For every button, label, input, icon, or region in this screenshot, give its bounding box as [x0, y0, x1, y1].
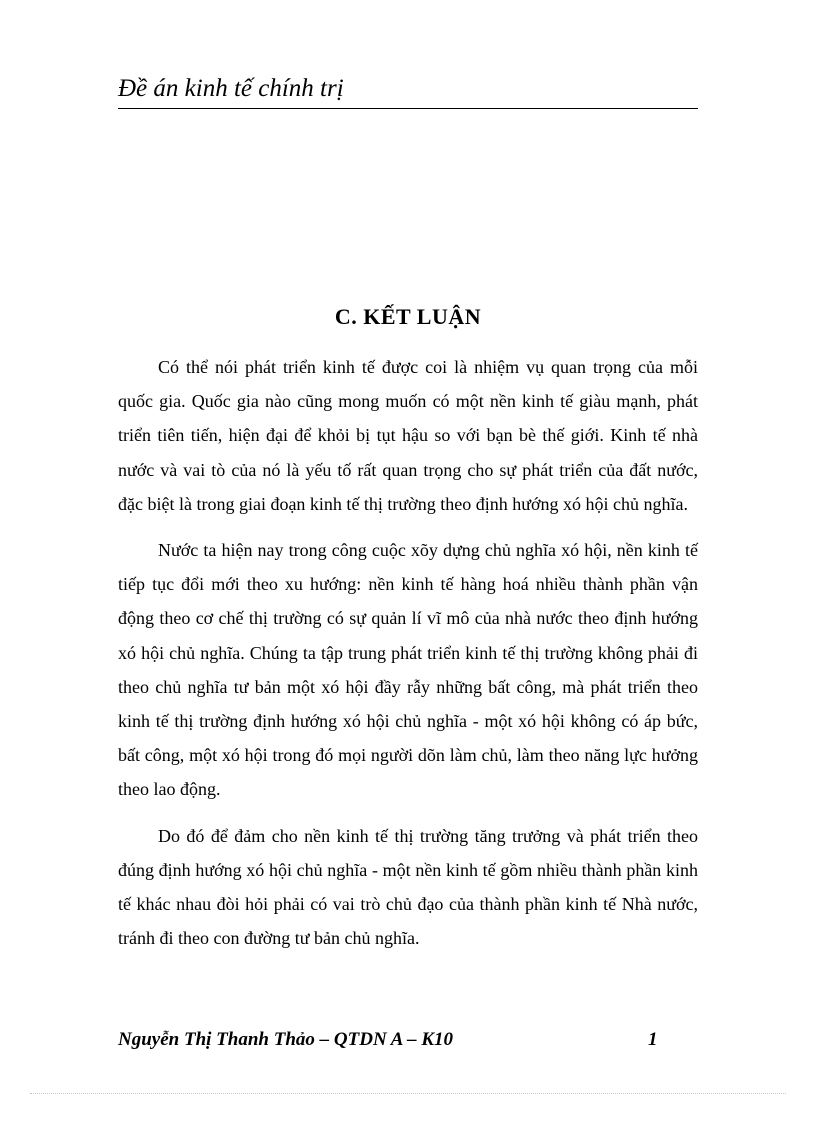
footer-author: Nguyễn Thị Thanh Thảo – QTDN A – K10 [118, 1029, 454, 1050]
page-number: 1 [648, 1029, 658, 1050]
paragraph-2: Nước ta hiện nay trong công cuộc xõy dựng chủ nghĩa xó hội, nền kinh tế tiếp tục đổi mới theo xu hướng: nền kinh tế hàng hoá nhiều thành phần vận động theo cơ chế thị trường có sự quản lí vĩ mô của nhà nước theo định hướng xó hội chủ nghĩa. Chúng ta tập trung phát triển kinh tế thị trường không phải đi theo chủ nghĩa tư bản một xó hội đầy rẫy những bất công, mà phát triển theo kinh tế thị trường định hướng xó hội chủ nghĩa - một xó hội không có áp bức, bất công, một xó hội trong đó mọi người dõn làm chủ, làm theo năng lực hưởng theo lao động. [118, 540, 698, 800]
section-title: C. KẾT LUẬN [334, 304, 482, 329]
paragraph-3: Do đó để đảm cho nền kinh tế thị trường tăng trưởng và phát triển theo đúng định hướng xó hội chủ nghĩa - một nền kinh tế gồm nhiều thành phần kinh tế khác nhau đòi hỏi phải có vai trò chủ đạo của thành phần kinh tế Nhà nước, tránh đi theo con đường tư bản chủ nghĩa. [118, 825, 698, 949]
body-text [118, 350, 698, 967]
header-title: Đề án kinh tế chính trị [118, 75, 344, 102]
page-bottom-divider [30, 1093, 786, 1094]
page-header [118, 72, 698, 109]
paragraph-1: Có thể nói phát triển kinh tế được coi là nhiệm vụ quan trọng của mỗi quốc gia. Quốc gia nào cũng mong muốn có một nền kinh tế giàu mạnh, phát triển tiên tiến, hiện đại để khỏi bị tụt hậu so với bạn bè thế giới. Kinh tế nhà nước và vai tò của nó là yếu tố rất quan trọng cho sự phát triển của đất nước, đặc biệt là trong giai đoạn kinh tế thị trường theo định hướng xó hội chủ nghĩa. [118, 357, 698, 514]
